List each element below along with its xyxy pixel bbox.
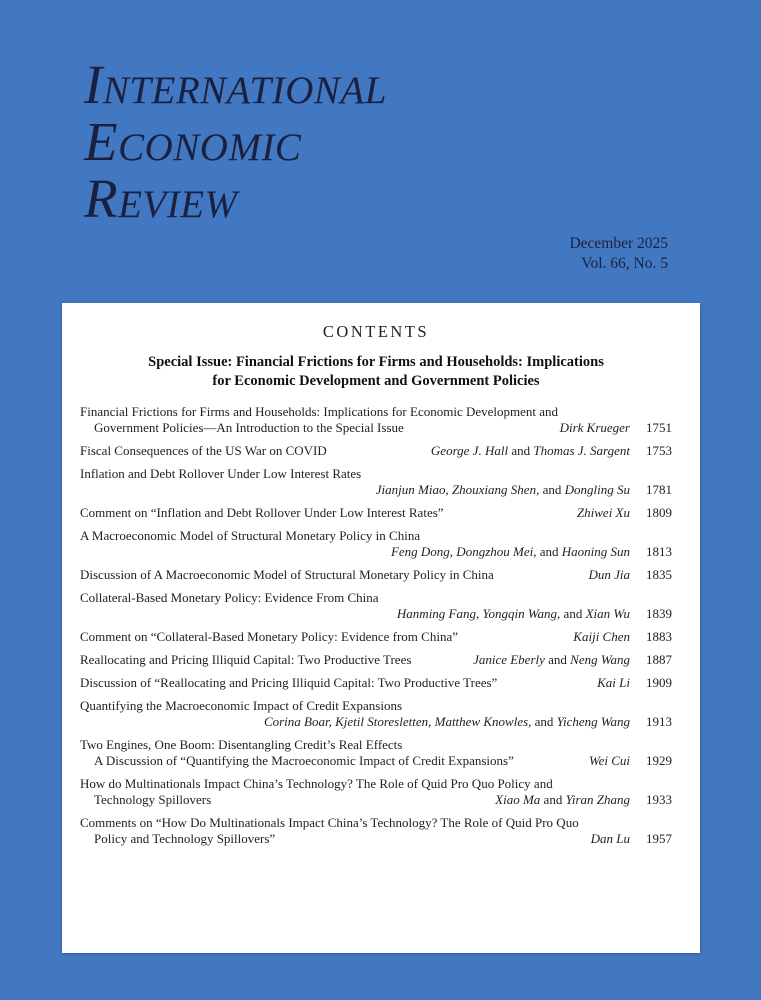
toc-entry	[80, 815, 672, 847]
entry-title: Inflation and Debt Rollover Under Low Interest Rates	[80, 466, 362, 481]
special-issue-title-line-1: Special Issue: Financial Frictions for Firms and Households: Implications	[148, 354, 604, 370]
entry-page-number: 1781	[646, 482, 672, 497]
journal-title-line-3: Review	[84, 168, 238, 229]
entry-page-number: 1813	[646, 544, 672, 559]
special-issue-title-line-2: for Economic Development and Government Policies	[212, 373, 540, 389]
toc-entry	[80, 505, 672, 521]
issue-date: December 2025	[569, 235, 668, 252]
entry-title: Policy and Technology Spillovers”	[94, 831, 276, 846]
toc-entry-line	[80, 675, 672, 691]
journal-title	[84, 56, 387, 227]
toc-entry-line	[80, 482, 672, 498]
entry-title: Fiscal Consequences of the US War on COVID	[80, 443, 327, 458]
entry-authors: Dirk Krueger	[559, 420, 630, 435]
entry-title: Discussion of “Reallocating and Pricing Illiquid Capital: Two Productive Trees”	[80, 675, 498, 690]
toc-entry-line	[80, 420, 672, 436]
toc-entry	[80, 567, 672, 583]
entry-authors: Kaiji Chen	[573, 629, 630, 644]
toc-entry-line	[80, 404, 672, 420]
toc-entry	[80, 737, 672, 769]
entry-page-number: 1929	[646, 753, 672, 768]
entry-authors: Corina Boar, Kjetil Storesletten, Matthew Knowles, and Yicheng Wang	[263, 714, 630, 729]
entry-title: Financial Frictions for Firms and Households: Implications for Economic Development and	[80, 404, 559, 419]
entry-title: Comment on “Collateral-Based Monetary Policy: Evidence from China”	[80, 629, 458, 644]
toc-entry	[80, 528, 672, 560]
entry-authors: Feng Dong, Dongzhou Mei, and Haoning Sun	[390, 544, 630, 559]
toc-entry-line	[80, 528, 672, 544]
authors-conjunction: and	[539, 482, 565, 497]
toc-entry	[80, 698, 672, 730]
entry-authors: Jianjun Miao, Zhouxiang Shen, and Dongling Su	[375, 482, 630, 497]
toc-entry	[80, 404, 672, 436]
entry-title: Collateral-Based Monetary Policy: Evidence From China	[80, 590, 379, 605]
entry-title: A Discussion of “Quantifying the Macroeconomic Impact of Credit Expansions”	[94, 753, 514, 768]
journal-title-line-2: Economic	[84, 111, 302, 172]
entry-title: Quantifying the Macroeconomic Impact of Credit Expansions	[80, 698, 403, 713]
toc-entry-line	[80, 815, 672, 831]
entry-authors: George J. Hall and Thomas J. Sargent	[430, 443, 630, 458]
entry-title: Comment on “Inflation and Debt Rollover Under Low Interest Rates”	[80, 505, 444, 520]
toc-entry-line	[80, 567, 672, 583]
toc-entry-line	[80, 831, 672, 847]
entry-page-number: 1753	[646, 443, 672, 458]
entry-page-number: 1835	[646, 567, 672, 582]
entry-authors: Hanming Fang, Yongqin Wang, and Xian Wu	[396, 606, 630, 621]
entry-page-number: 1933	[646, 792, 672, 807]
entry-authors: Wei Cui	[588, 753, 630, 768]
toc-entry-line	[80, 753, 672, 769]
authors-conjunction: and	[508, 443, 534, 458]
entry-page-number: 1839	[646, 606, 672, 621]
authors-conjunction: and	[560, 606, 586, 621]
issue-info	[569, 234, 668, 274]
entry-page-number: 1887	[646, 652, 672, 667]
toc-entry-line	[80, 652, 672, 668]
entry-title: Two Engines, One Boom: Disentangling Credit’s Real Effects	[80, 737, 403, 752]
entry-title: Reallocating and Pricing Illiquid Capital: Two Productive Trees	[80, 652, 412, 667]
entry-page-number: 1883	[646, 629, 672, 644]
toc-entry	[80, 776, 672, 808]
entry-authors: Dun Jia	[588, 567, 630, 582]
toc-entries	[80, 404, 672, 847]
entry-title: Technology Spillovers	[94, 792, 212, 807]
toc-entry	[80, 629, 672, 645]
toc-entry	[80, 590, 672, 622]
entry-page-number: 1957	[646, 831, 672, 846]
entry-page-number: 1913	[646, 714, 672, 729]
journal-title-line-1: International	[84, 54, 387, 115]
toc-entry-line	[80, 776, 672, 792]
entry-page-number: 1909	[646, 675, 672, 690]
entry-authors: Kai Li	[597, 675, 630, 690]
toc-entry-line	[80, 714, 672, 730]
toc-entry-line	[80, 505, 672, 521]
authors-conjunction: and	[531, 714, 557, 729]
entry-authors: Xiao Ma and Yiran Zhang	[495, 792, 630, 807]
entry-title: Comments on “How Do Multinationals Impact China’s Technology? The Role of Quid Pro Quo	[80, 815, 579, 830]
entry-title: A Macroeconomic Model of Structural Monetary Policy in China	[80, 528, 421, 543]
issue-volume: Vol. 66, No. 5	[581, 255, 668, 272]
toc-entry-line	[80, 792, 672, 808]
toc-entry-line	[80, 698, 672, 714]
entry-page-number: 1751	[646, 420, 672, 435]
contents-box	[62, 303, 700, 953]
toc-entry	[80, 675, 672, 691]
toc-entry-line	[80, 544, 672, 560]
toc-entry-line	[80, 606, 672, 622]
authors-conjunction: and	[540, 792, 566, 807]
entry-authors: Dan Lu	[590, 831, 630, 846]
entry-title: Discussion of A Macroeconomic Model of Structural Monetary Policy in China	[80, 567, 494, 582]
toc-entry-line	[80, 590, 672, 606]
entry-page-number: 1809	[646, 505, 672, 520]
entry-title: How do Multinationals Impact China’s Technology? The Role of Quid Pro Quo Policy and	[80, 776, 553, 791]
special-issue-title	[80, 353, 672, 391]
contents-heading: CONTENTS	[322, 322, 430, 341]
toc-entry-line	[80, 737, 672, 753]
toc-entry	[80, 652, 672, 668]
toc-entry	[80, 443, 672, 459]
entry-title: Government Policies—An Introduction to the Special Issue	[94, 420, 404, 435]
toc-entry-line	[80, 443, 672, 459]
toc-entry	[80, 466, 672, 498]
toc-entry-line	[80, 466, 672, 482]
authors-conjunction: and	[544, 652, 571, 667]
entry-authors: Janice Eberly and Neng Wang	[473, 652, 630, 667]
entry-authors: Zhiwei Xu	[576, 505, 630, 520]
authors-conjunction: and	[536, 544, 562, 559]
toc-entry-line	[80, 629, 672, 645]
